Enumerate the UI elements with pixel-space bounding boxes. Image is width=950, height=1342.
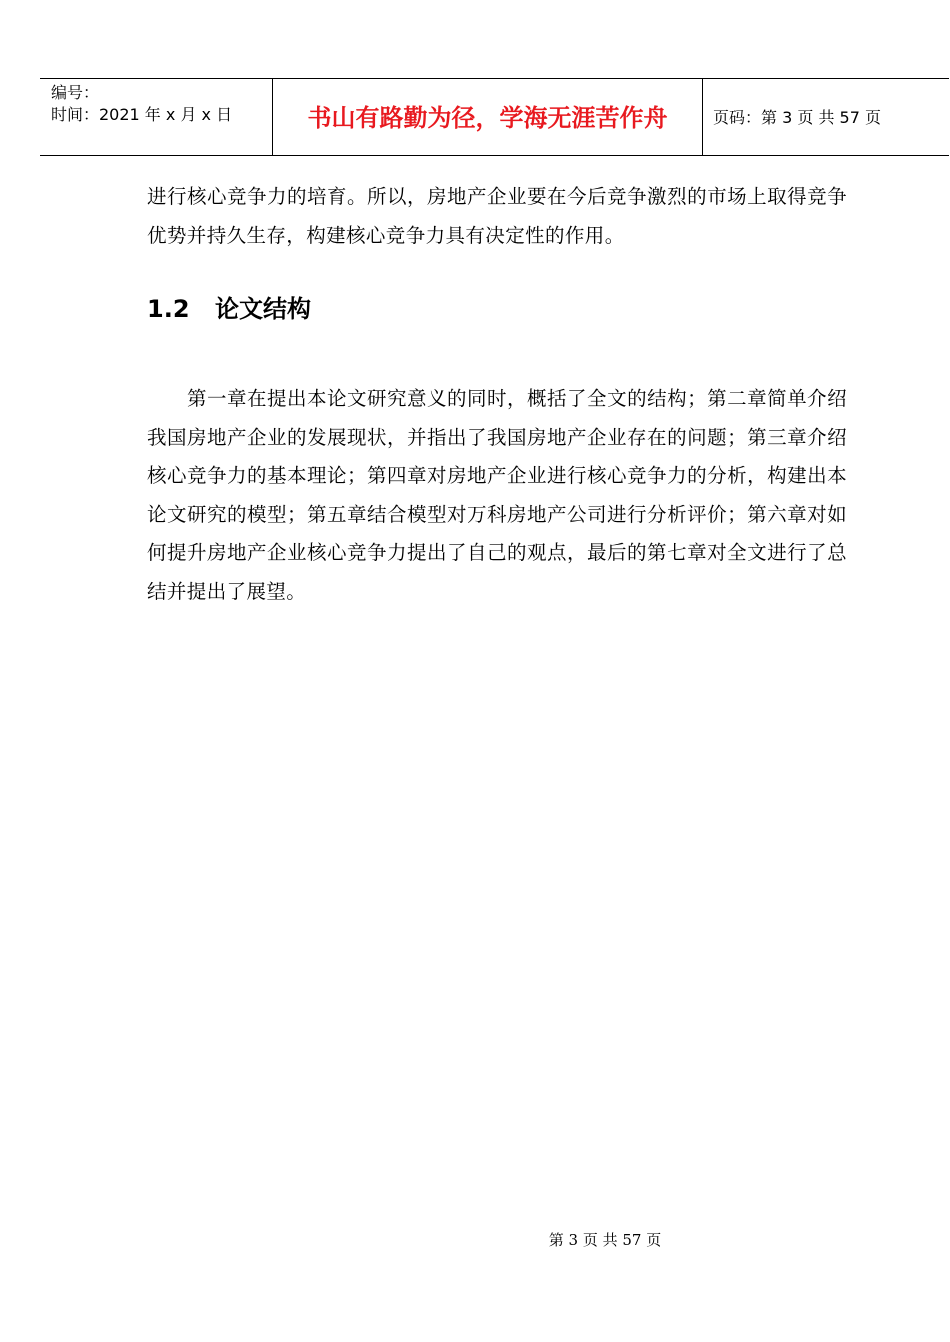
section-number: 1.2 <box>147 295 190 323</box>
header-page-number: 页码：第 3 页 共 57 页 <box>713 108 881 127</box>
serial-number-label: 编号： <box>51 83 100 102</box>
header-meta-cell <box>40 79 272 155</box>
page-footer: 第 3 页 共 57 页 <box>548 1231 662 1249</box>
header-page-cell <box>703 79 949 155</box>
date-label: 时间：2021 年 x 月 x 日 <box>51 105 233 124</box>
section-title: 论文结构 <box>215 295 311 323</box>
section-heading <box>147 291 311 327</box>
header-motto-cell <box>272 79 703 155</box>
body-paragraph-1: 进行核心竞争力的培育。所以，房地产企业要在今后竞争激烈的市场上取得竞争优势并持久生存，构建核心竞争力具有决定性的作用。 <box>147 185 847 247</box>
document-header <box>40 78 949 156</box>
motto-text: 书山有路勤为径，学海无涯苦作舟 <box>307 104 668 132</box>
body-paragraph-2: 第一章在提出本论文研究意义的同时，概括了全文的结构；第二章简单介绍我国房地产企业的发展现状，并指出了我国房地产企业存在的问题；第三章介绍核心竞争力的基本理论；第四章对房地产企业进行核心竞争力的分析，构建出本论文研究的模型；第五章结合模型对万科房地产公司进行分析评价；第六章对如何提升房地产企业核心竞争力提出了自己的观点，最后的第七章对全文进行了总结并提出了展望。 <box>147 387 847 603</box>
